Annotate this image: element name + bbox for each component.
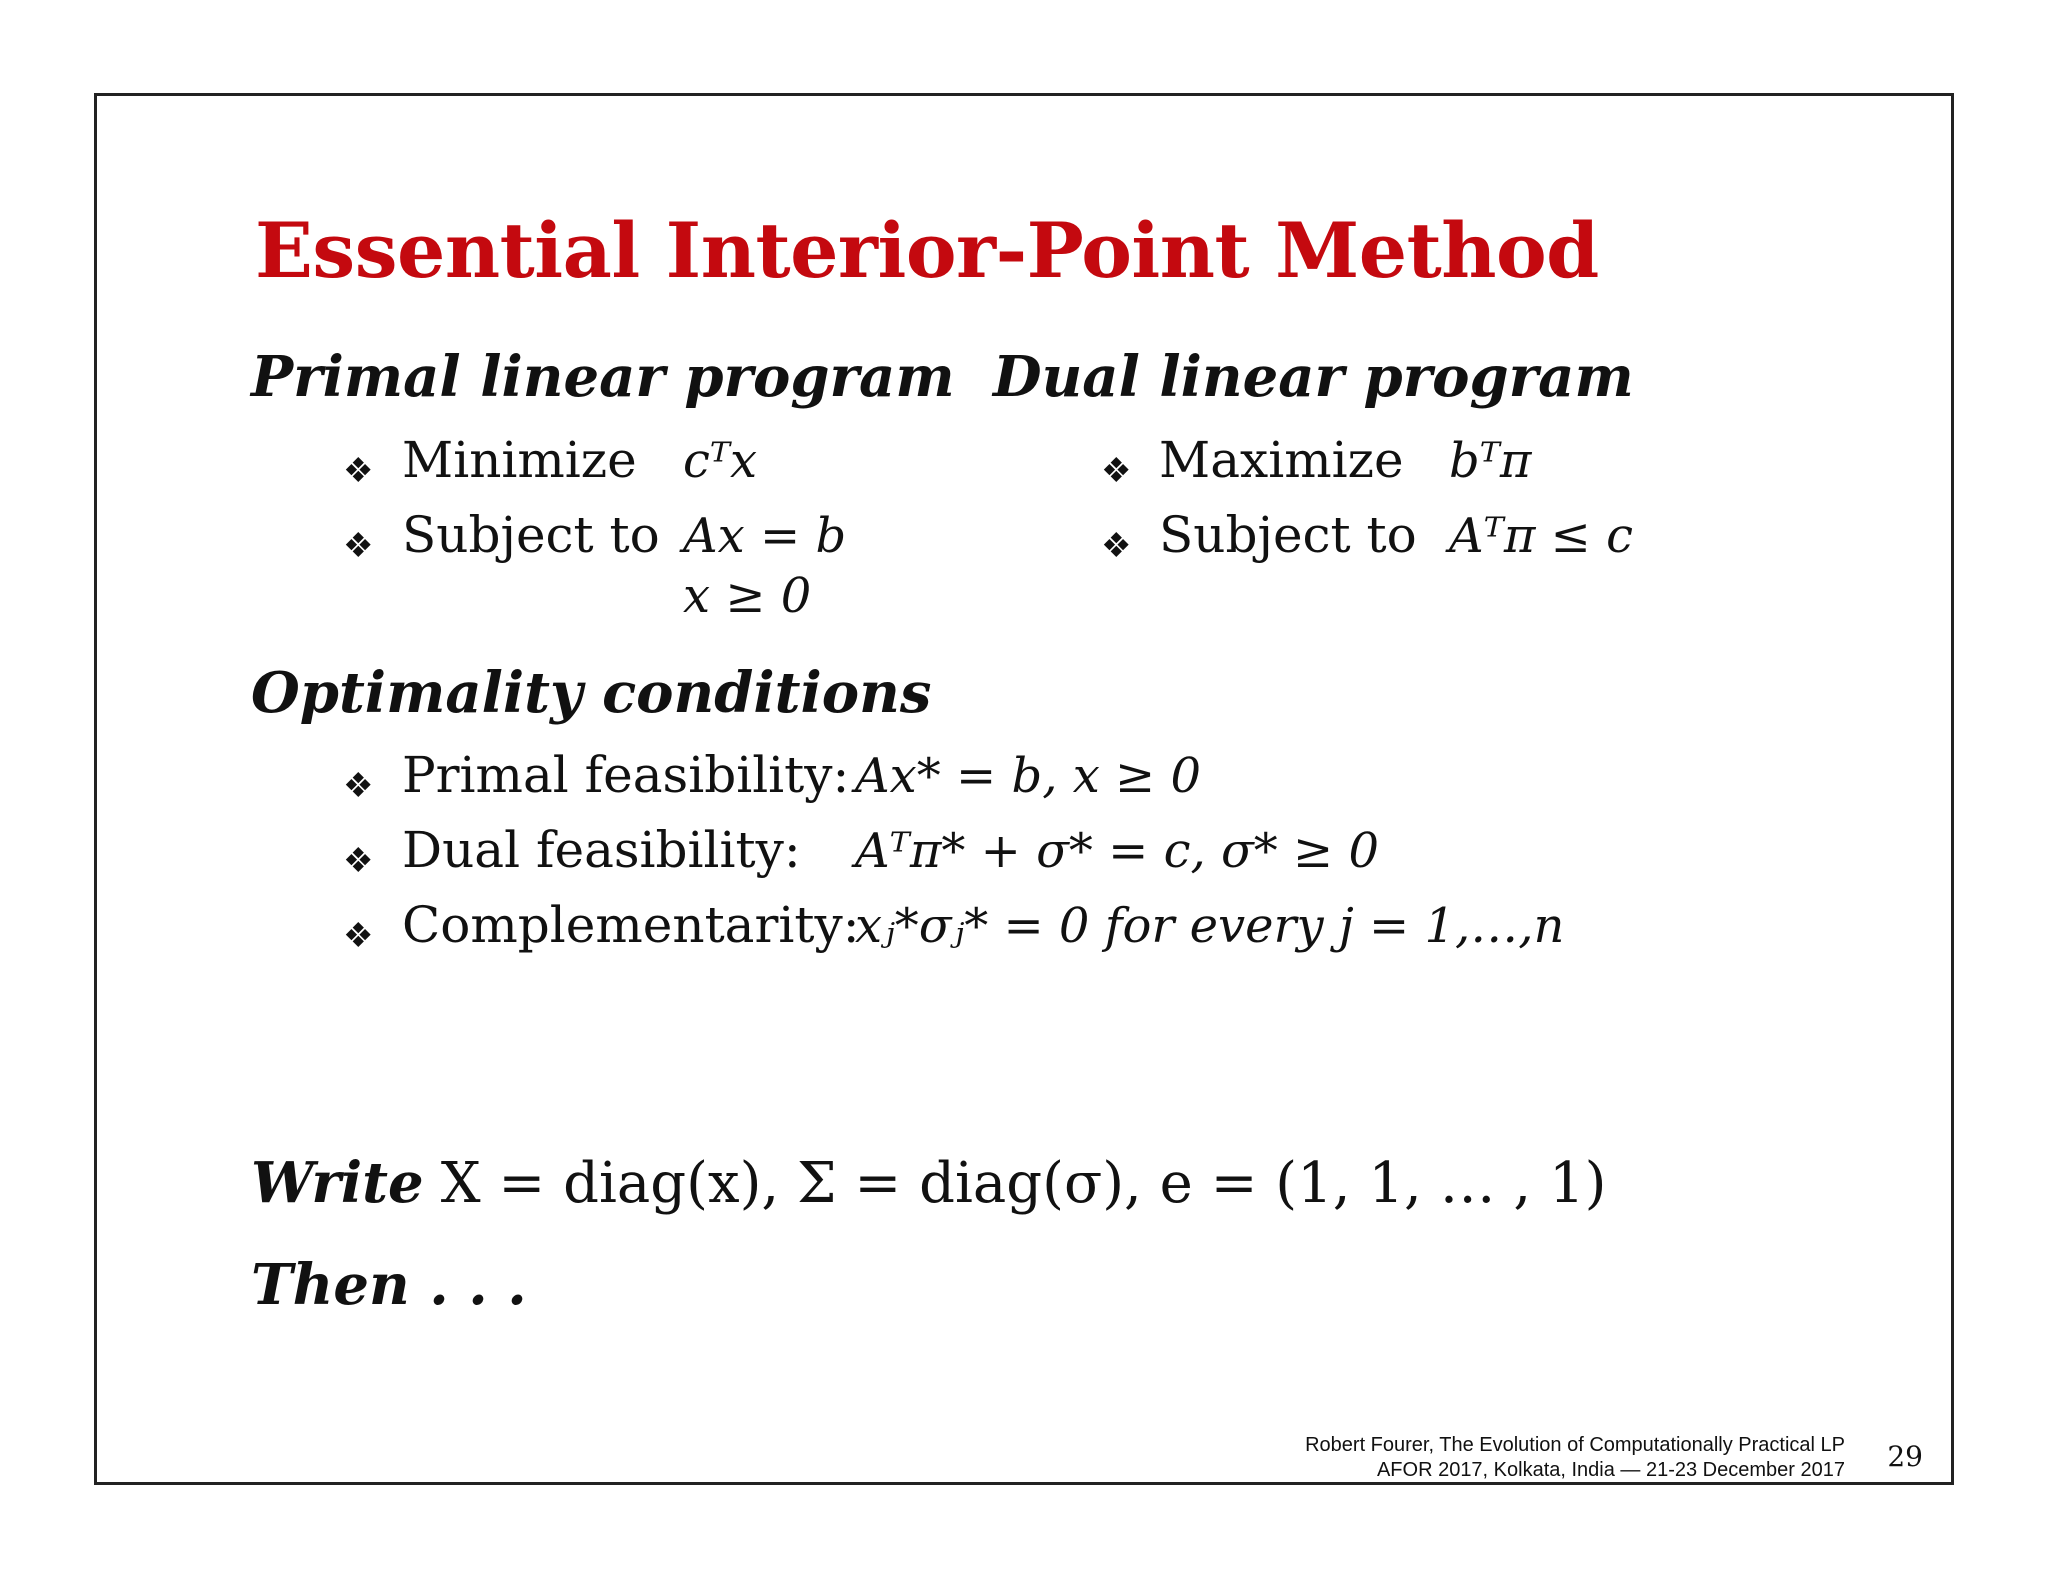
dual-heading: Dual linear program bbox=[993, 344, 1634, 410]
primal-feasibility-expr: Ax* = b, x ≥ 0 bbox=[855, 748, 1202, 804]
bullet-icon: ❖ bbox=[343, 841, 374, 881]
bullet-icon: ❖ bbox=[343, 526, 374, 566]
dual-feasibility-expr: Aᵀπ* + σ* = c, σ* ≥ 0 bbox=[855, 823, 1380, 879]
bullet-icon: ❖ bbox=[1101, 526, 1132, 566]
write-expr: X = diag(x), Σ = diag(σ), e = (1, 1, … , 1) bbox=[440, 1151, 1607, 1216]
dual-objective-expr: bᵀπ bbox=[1449, 433, 1532, 489]
primal-nonnegativity-expr: x ≥ 0 bbox=[683, 568, 812, 624]
complementarity-expr: xⱼ*σⱼ* = 0 for every j = 1,…,n bbox=[855, 898, 1565, 954]
bullet-icon: ❖ bbox=[343, 916, 374, 956]
bullet-icon: ❖ bbox=[1101, 451, 1132, 491]
optimality-heading: Optimality conditions bbox=[251, 660, 932, 726]
bullet-icon: ❖ bbox=[343, 451, 374, 491]
footer-line-2: AFOR 2017, Kolkata, India — 21-23 December 2017 bbox=[1376, 1459, 1845, 1481]
complementarity-label: Complementarity: bbox=[402, 896, 860, 954]
primal-feasibility-label: Primal feasibility: bbox=[402, 746, 850, 804]
primal-objective-label: Minimize bbox=[402, 431, 637, 489]
primal-constraint-label: Subject to bbox=[402, 506, 660, 564]
footer-credit bbox=[1305, 1433, 1845, 1483]
primal-constraint-expr: Ax = b bbox=[683, 508, 847, 564]
dual-constraint-expr: Aᵀπ ≤ c bbox=[1449, 508, 1633, 564]
bullet-icon: ❖ bbox=[343, 766, 374, 806]
footer-line-1: Robert Fourer, The Evolution of Computationally Practical LP bbox=[1305, 1434, 1845, 1456]
write-lead: Write bbox=[251, 1150, 424, 1216]
dual-constraint-label: Subject to bbox=[1159, 506, 1417, 564]
primal-heading: Primal linear program bbox=[251, 344, 955, 410]
write-line bbox=[251, 1150, 1607, 1216]
slide-title: Essential Interior-Point Method bbox=[255, 206, 1599, 295]
primal-objective-expr: cᵀx bbox=[683, 433, 758, 489]
dual-feasibility-label: Dual feasibility: bbox=[402, 821, 801, 879]
page-number: 29 bbox=[1887, 1440, 1923, 1473]
dual-objective-label: Maximize bbox=[1159, 431, 1404, 489]
then-line: Then . . . bbox=[251, 1252, 527, 1318]
slide-frame bbox=[94, 93, 1954, 1485]
